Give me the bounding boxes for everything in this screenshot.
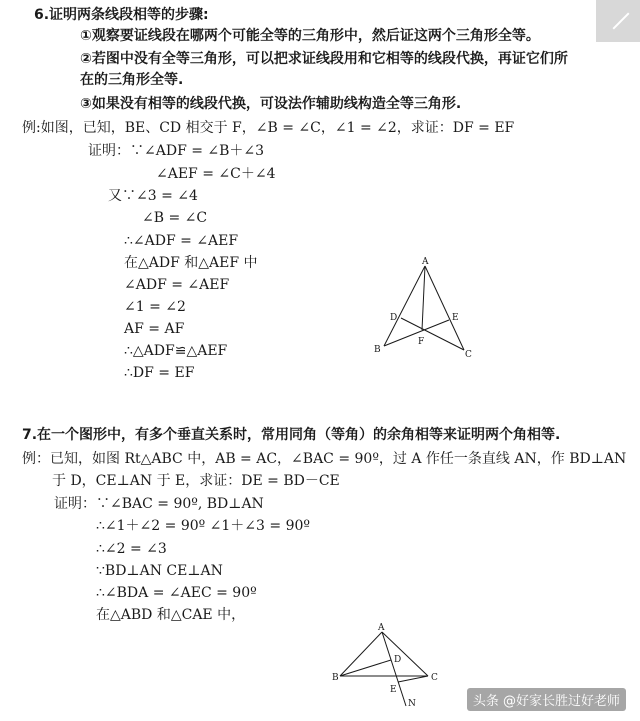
s6-proof-line: 在△ADF 和△AEF 中 [124,255,258,271]
s7-proof-line: ∴∠BDA = ∠AEC = 90º [96,585,257,601]
s7-proof-line: 证明：∵∠BAC = 90º, BD⊥AN [54,496,264,512]
section-6-title: 6.证明两条线段相等的步骤: [34,7,209,23]
segment-ac [425,266,464,350]
segment-ce [398,676,428,682]
label-d: D [394,655,402,665]
triangle-figure-6 [368,254,478,364]
segment-ab [384,266,425,346]
label-d: D [390,313,398,323]
section-6-example: 例:如图，已知，BE、CD 相交于 F，∠B = ∠C，∠1 = ∠2，求证：DF = EF [22,120,515,136]
label-c: C [465,350,472,360]
s6-proof-line: 又∵∠3 = ∠4 [108,188,198,204]
s7-proof-line: 在△ABD 和△CAE 中， [96,607,246,623]
s6-proof-line: AF = AF [124,321,185,337]
s6-proof-line: ∴DF = EF [124,365,195,381]
s6-proof-line: ∠ADF = ∠AEF [124,277,230,293]
section-7-example-a: 例：已知，如图 Rt△ABC 中，AB = AC，∠BAC = 90º，过 A 作任一条直线 AN，作 BD⊥AN [22,451,627,467]
label-e: E [390,685,397,695]
section-6-step-1: ①观察要证线段在哪两个可能全等的三角形中，然后证这两个三角形全等。 [80,28,540,44]
s6-proof-line: ∠B = ∠C [142,210,208,226]
label-b: B [332,673,339,683]
label-a: A [378,623,385,633]
label-c: C [431,673,438,683]
s7-proof-line: ∵BD⊥AN CE⊥AN [96,563,223,579]
section-6-step-3: ③如果没有相等的线段代换，可设法作辅助线构造全等三角形. [80,96,462,112]
section-7-title: 7.在一个图形中，有多个垂直关系时，常用同角（等角）的余角相等来证明两个角相等. [22,427,561,443]
s6-proof-line: ∠1 = ∠2 [124,299,186,315]
segment-be [384,320,449,346]
segment-af [422,266,425,330]
s6-proof-line: 证明：∵∠ADF = ∠B＋∠3 [88,143,265,159]
watermark: 头条 @好家长胜过好老师 [467,688,626,711]
s7-proof-line: ∴∠1＋∠2 = 90º ∠1＋∠3 = 90º [96,518,310,534]
triangle-figure-7 [328,620,448,710]
section-7-example-b: 于 D，CE⊥AN 于 E，求证：DE = BD－CE [52,473,340,489]
label-a: A [422,257,429,267]
label-b: B [374,345,381,355]
label-n: N [408,699,416,709]
corner-fold-icon [596,0,640,42]
s6-proof-line: ∠AEF = ∠C＋∠4 [156,166,276,182]
label-e: E [452,313,459,323]
s6-proof-line: ∴∠ADF = ∠AEF [124,233,239,249]
section-6-step-2a: ②若图中没有全等三角形，可以把求证线段用和它相等的线段代换，再证它们所 [80,51,568,67]
s6-proof-line: ∴△ADF≌△AEF [124,343,228,359]
s7-proof-line: ∴∠2 = ∠3 [96,541,167,557]
label-f: F [418,337,425,347]
section-6-step-2b: 在的三角形全等. [80,72,184,88]
